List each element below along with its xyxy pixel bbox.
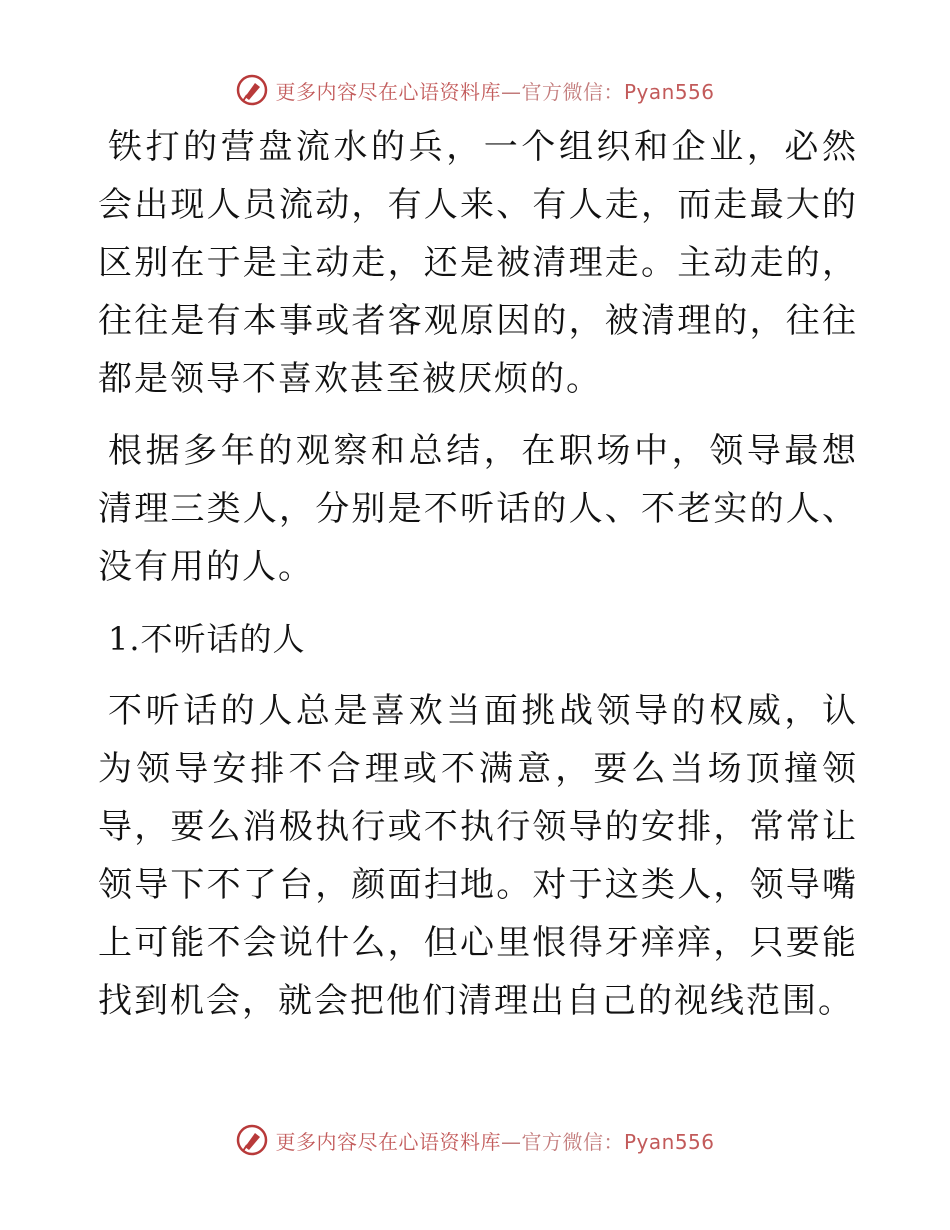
paragraph-three-types: 根据多年的观察和总结，在职场中，领导最想清理三类人，分别是不听话的人、不老实的人、没有用的人。 — [98, 431, 858, 587]
watermark-text — [275, 76, 714, 105]
watermark-dash: — — [500, 79, 522, 104]
watermark-footer — [0, 1120, 950, 1160]
section-heading: 1.不听话的人 — [108, 620, 306, 658]
pen-nib-logo-icon — [235, 1123, 269, 1157]
paragraph-intro: 铁打的营盘流水的兵，一个组织和企业，必然会出现人员流动，有人来、有人走，而走最大的区别在于是主动走，还是被清理走。主动走的，往往是有本事或者客观原因的，被清理的，往往都是领导不喜欢甚至被厌烦的。 — [98, 127, 858, 399]
document-body — [98, 118, 858, 1044]
watermark-main-text: 更多内容尽在心语资料库 — [275, 1129, 501, 1154]
watermark-dash: — — [500, 1129, 522, 1154]
watermark-wechat-id: Pyan556 — [623, 79, 715, 104]
watermark-wechat-id: Pyan556 — [623, 1129, 715, 1154]
watermark-wechat-label: 官方微信： — [521, 1129, 624, 1154]
watermark-wechat-label: 官方微信： — [521, 79, 624, 104]
watermark-main-text: 更多内容尽在心语资料库 — [275, 79, 501, 104]
watermark-text — [275, 1126, 714, 1155]
paragraph-disobedient: 不听话的人总是喜欢当面挑战领导的权威，认为领导安排不合理或不满意，要么当场顶撞领导，要么消极执行或不执行领导的安排，常常让领导下不了台，颜面扫地。对于这类人，领导嘴上可能不会说什么，但心里恨得牙痒痒，只要能找到机会，就会把他们清理出自己的视线范围。 — [98, 691, 858, 1021]
pen-nib-logo-icon — [235, 73, 269, 107]
watermark-header — [0, 70, 950, 110]
